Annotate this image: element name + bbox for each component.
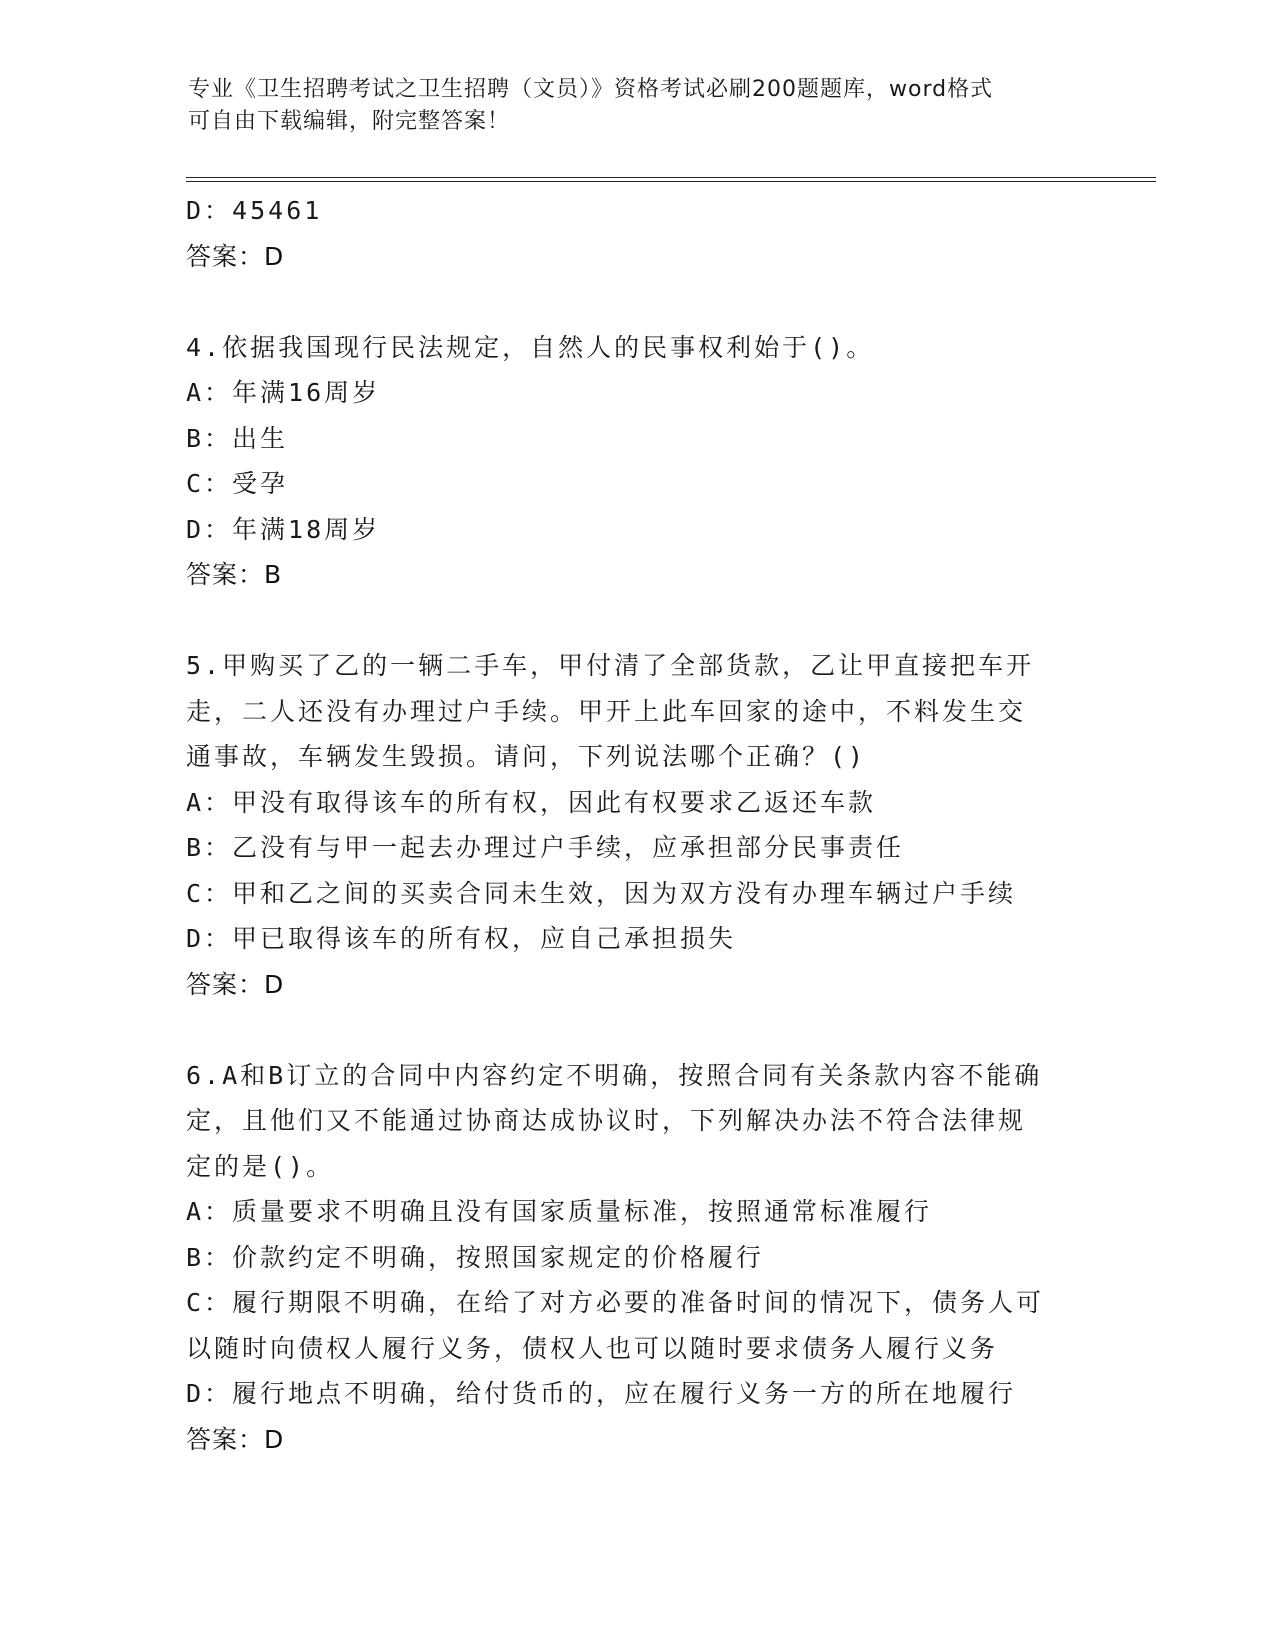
answer-line: 答案：D — [186, 969, 285, 999]
option-b: B：价款约定不明确，按照国家规定的价格履行 — [186, 1242, 765, 1272]
option-c-line-2: 以随时向债权人履行义务，债权人也可以随时要求债务人履行义务 — [186, 1333, 999, 1363]
question-content — [186, 188, 1086, 1462]
option-a: A：甲没有取得该车的所有权，因此有权要求乙返还车款 — [186, 787, 877, 817]
question-stem: 4.依据我国现行民法规定，自然人的民事权利始于()。 — [186, 332, 875, 362]
header-divider — [186, 177, 1156, 182]
spacer — [186, 598, 1086, 644]
answer-line: 答案：B — [186, 560, 283, 589]
option-b: B：出生 — [186, 423, 289, 453]
answer-line: 答案：D — [186, 241, 285, 271]
option-c: C：受孕 — [186, 469, 289, 498]
option-a: A：质量要求不明确且没有国家质量标准，按照通常标准履行 — [186, 1197, 933, 1226]
option-b: B：乙没有与甲一起去办理过户手续，应承担部分民事责任 — [186, 833, 905, 862]
page-header — [188, 74, 1068, 138]
answer-line: 答案：D — [186, 1424, 285, 1454]
option-d: D：年满18周岁 — [186, 514, 381, 544]
question-3-tail — [186, 188, 1086, 279]
question-5 — [186, 643, 1086, 1007]
question-stem-line-3: 定的是()。 — [186, 1151, 335, 1181]
spacer — [186, 279, 1086, 325]
question-6 — [186, 1053, 1086, 1463]
question-stem-line-2: 走，二人还没有办理过户手续。甲开上此车回家的途中，不料发生交 — [186, 696, 1027, 726]
option-a: A：年满16周岁 — [186, 378, 381, 407]
question-stem-line-2: 定，且他们又不能通过协商达成协议时，下列解决办法不符合法律规 — [186, 1106, 1027, 1135]
question-stem-line-1: 6.A和B订立的合同中内容约定不明确，按照合同有关条款内容不能确 — [186, 1060, 1043, 1090]
option-c-line-1: C：履行期限不明确，在给了对方必要的准备时间的情况下，债务人可 — [186, 1288, 1045, 1317]
option-d: D：甲已取得该车的所有权，应自己承担损失 — [186, 924, 737, 953]
option-c: C：甲和乙之间的买卖合同未生效，因为双方没有办理车辆过户手续 — [186, 878, 1017, 908]
header-title-line-2: 可自由下载编辑，附完整答案！ — [188, 109, 511, 134]
option-d: D：履行地点不明确，给付货币的，应在履行义务一方的所在地履行 — [186, 1379, 1017, 1408]
question-stem-line-3: 通事故，车辆发生毁损。请问，下列说法哪个正确？() — [186, 742, 867, 771]
header-title-line-1: 专业《卫生招聘考试之卫生招聘（文员）》资格考试必刷200题题库，word格式 — [188, 77, 994, 102]
option-d: D：45461 — [186, 196, 323, 225]
question-stem-line-1: 5.甲购买了乙的一辆二手车，甲付清了全部货款，乙让甲直接把车开 — [186, 651, 1035, 680]
spacer — [186, 1007, 1086, 1053]
question-4 — [186, 325, 1086, 598]
